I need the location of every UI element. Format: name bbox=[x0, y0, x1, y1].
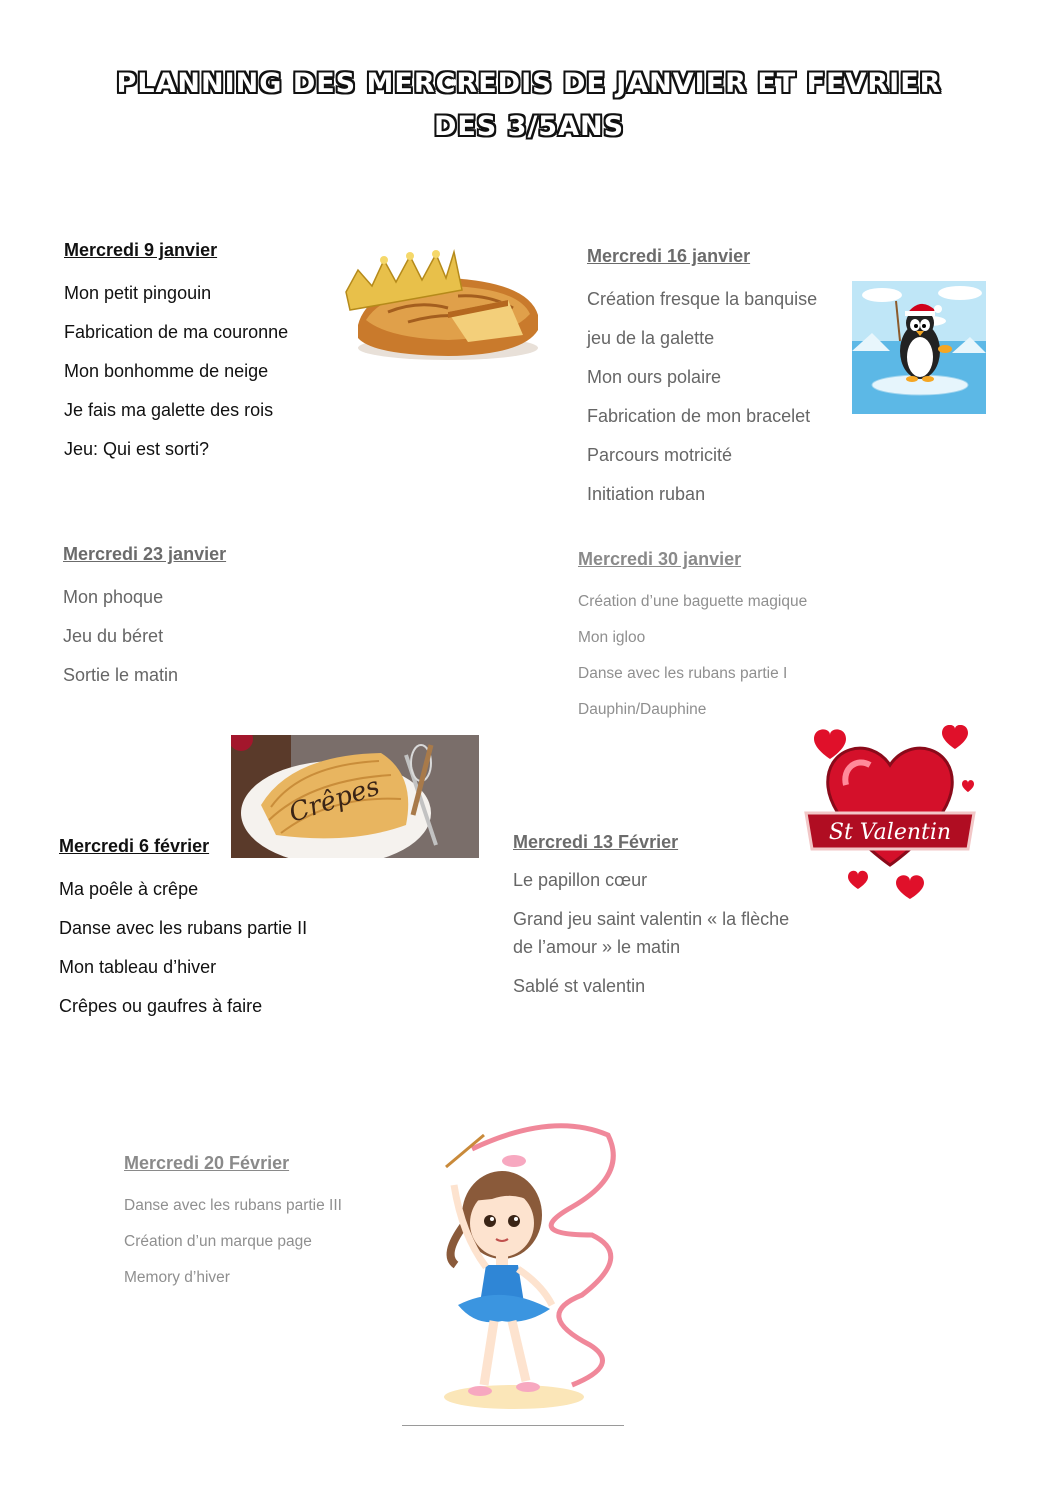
list-item: Fabrication de ma couronne bbox=[64, 322, 289, 342]
list-item: Danse avec les rubans partie I bbox=[578, 665, 788, 682]
activity-list bbox=[63, 578, 323, 695]
section-date: Mercredi 20 Février bbox=[124, 1153, 290, 1173]
list-item: Mon tableau d’hiver bbox=[59, 957, 217, 977]
list-item: Création d’un marque page bbox=[124, 1233, 312, 1250]
list-item: Ma poêle à crêpe bbox=[59, 879, 199, 899]
divider bbox=[402, 1425, 624, 1426]
list-item: Danse avec les rubans partie II bbox=[59, 918, 308, 938]
section-20-fevrier bbox=[124, 1153, 384, 1296]
galette-image bbox=[338, 230, 546, 370]
list-item: Parcours motricité bbox=[587, 445, 733, 465]
list-item: Fabrication de mon bracelet bbox=[587, 406, 811, 426]
activity-list bbox=[59, 870, 329, 1026]
section-16-janvier bbox=[587, 246, 847, 514]
activity-list bbox=[64, 274, 334, 469]
section-date: Mercredi 30 janvier bbox=[578, 549, 742, 569]
list-item: Danse avec les rubans partie III bbox=[124, 1197, 342, 1214]
ribbon-dancer-image bbox=[402, 1115, 624, 1427]
list-item: Je fais ma galette des rois bbox=[64, 400, 274, 420]
list-item: Mon ours polaire bbox=[587, 367, 722, 387]
section-date: Mercredi 13 Février bbox=[513, 832, 679, 852]
section-9-janvier bbox=[64, 240, 334, 469]
penguin-image bbox=[852, 281, 986, 414]
list-item: Jeu du béret bbox=[63, 626, 164, 646]
list-item: Grand jeu saint valentin « la flèche de l’amour » le matin bbox=[513, 909, 790, 957]
activity-list bbox=[513, 866, 803, 1000]
list-item: Initiation ruban bbox=[587, 484, 706, 504]
activity-list bbox=[587, 280, 847, 514]
list-item: Memory d’hiver bbox=[124, 1269, 230, 1286]
list-item: Création fresque la banquise bbox=[587, 289, 818, 309]
section-date: Mercredi 9 janvier bbox=[64, 240, 218, 260]
activity-list bbox=[578, 584, 858, 728]
list-item: Création d’une baguette magique bbox=[578, 593, 808, 610]
list-item: Crêpes ou gaufres à faire bbox=[59, 996, 263, 1016]
list-item: jeu de la galette bbox=[587, 328, 715, 348]
list-item: Mon igloo bbox=[578, 629, 646, 646]
activity-list bbox=[124, 1188, 384, 1296]
section-date: Mercredi 6 février bbox=[59, 836, 210, 856]
valentine-label: St Valentin bbox=[828, 820, 952, 845]
section-23-janvier bbox=[63, 544, 323, 695]
list-item: Mon phoque bbox=[63, 587, 164, 607]
section-13-fevrier bbox=[513, 832, 803, 1000]
section-date: Mercredi 23 janvier bbox=[63, 544, 227, 564]
list-item: Dauphin/Dauphine bbox=[578, 701, 707, 718]
list-item: Mon petit pingouin bbox=[64, 283, 212, 303]
section-6-fevrier bbox=[59, 836, 329, 1026]
list-item: Mon bonhomme de neige bbox=[64, 361, 269, 381]
valentine-image bbox=[800, 725, 980, 903]
crepes-label: Crêpes bbox=[285, 771, 384, 829]
list-item: Le papillon cœur bbox=[513, 870, 648, 890]
section-date: Mercredi 16 janvier bbox=[587, 246, 751, 266]
page-title: PLANNING DES MERCREDIS DE JANVIER ET FEVRIER DES 3/5ANS bbox=[116, 68, 942, 142]
section-30-janvier bbox=[578, 549, 858, 728]
list-item: Sortie le matin bbox=[63, 665, 179, 685]
list-item: Jeu: Qui est sorti? bbox=[64, 439, 210, 459]
list-item: Sablé st valentin bbox=[513, 976, 646, 996]
